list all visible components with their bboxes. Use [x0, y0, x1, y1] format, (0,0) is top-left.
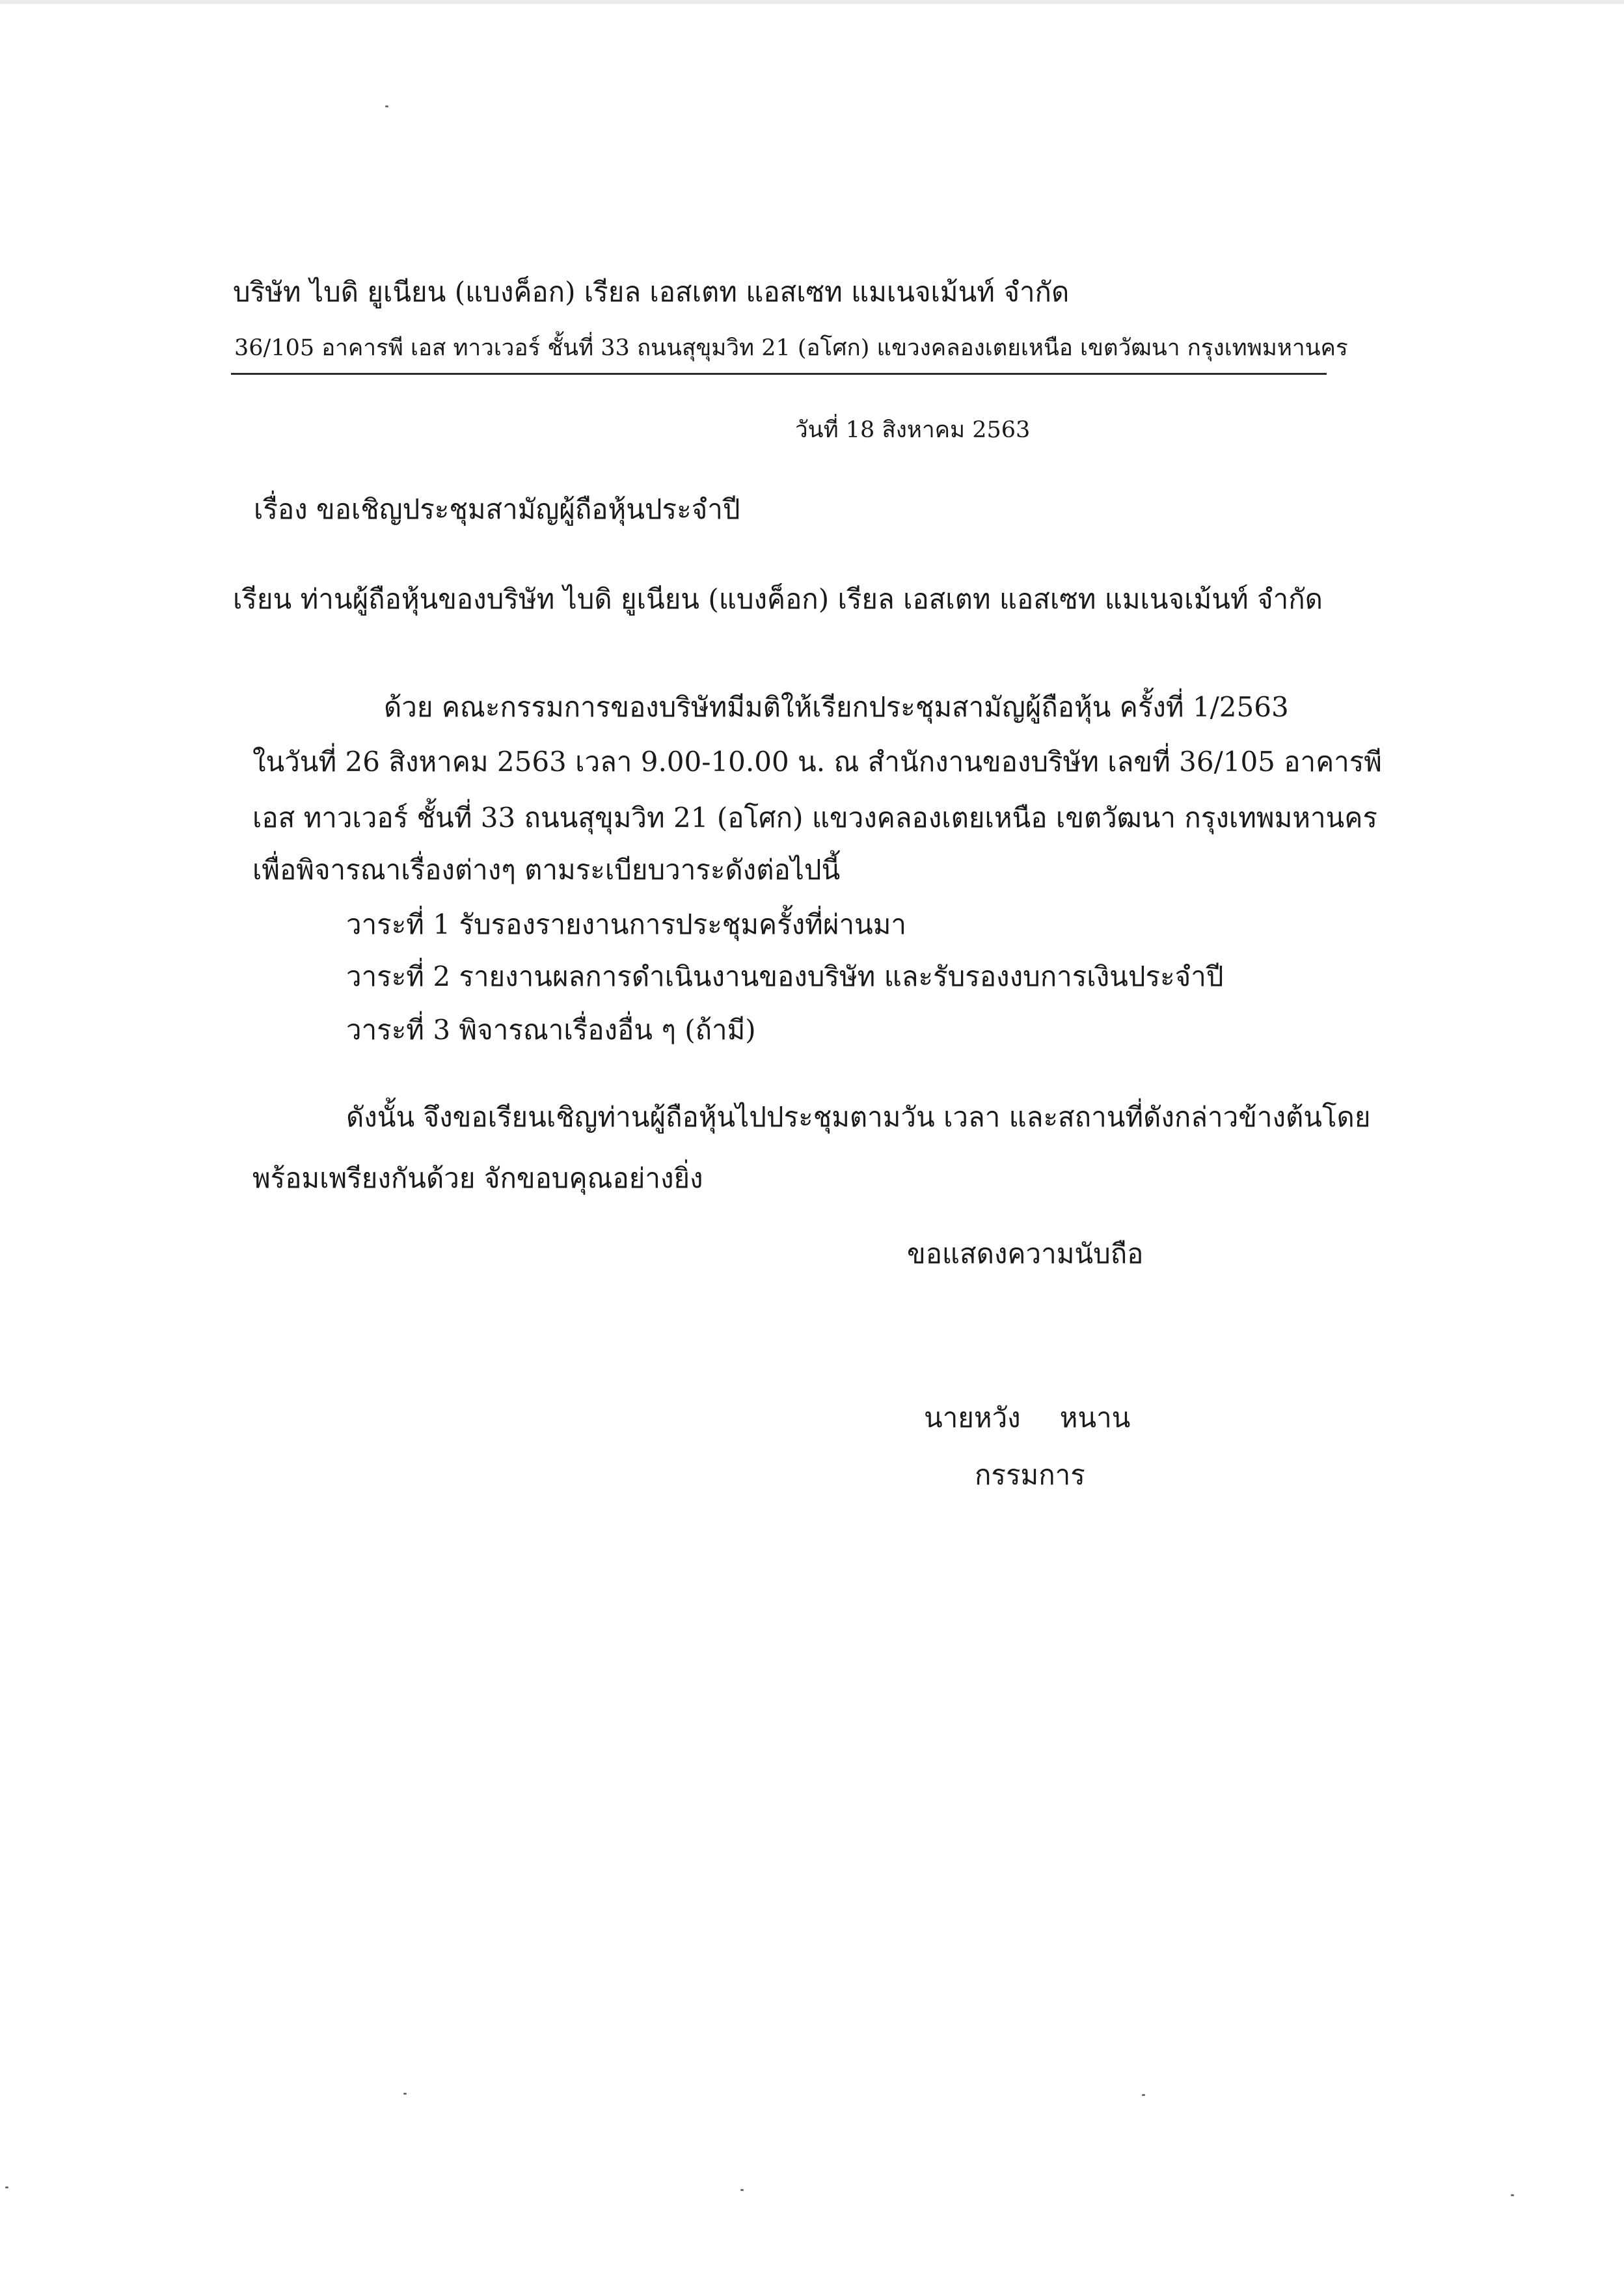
scan-speck: [403, 2093, 407, 2095]
body-closing-line-1: ดังนั้น จึงขอเรียนเชิญท่านผู้ถือหุ้นไปประชุมตามวัน เวลา และสถานที่ดังกล่าวข้างต้นโดย: [346, 1101, 1371, 1133]
body-intro-line-2: ในวันที่ 26 สิงหาคม 2563 เวลา 9.00-10.00 น. ณ สำนักงานของบริษัท เลขที่ 36/105 อาคารพี: [252, 746, 1382, 778]
agenda-item-1: วาระที่ 1 รับรองรายงานการประชุมครั้งที่ผ่านมา: [346, 908, 907, 940]
agenda-item-2: วาระที่ 2 รายงานผลการดำเนินงานของบริษัท และรับรองงบการเงินประจำปี: [346, 960, 1224, 992]
agenda-item-3: วาระที่ 3 พิจารณาเรื่องอื่น ๆ (ถ้ามี): [346, 1014, 756, 1046]
company-name: บริษัท ไบดิ ยูเนียน (แบงค็อก) เรียล เอสเตท แอสเซท แมเนจเม้นท์ จำกัด: [233, 276, 1070, 308]
scan-page-edge: [0, 0, 1624, 4]
body-closing-line-2: พร้อมเพรียงกันด้วย จักขอบคุณอย่างยิ่ง: [252, 1162, 703, 1194]
scan-speck: [385, 105, 388, 107]
scan-speck: [5, 2186, 8, 2188]
body-intro-line-4: เพื่อพิจารณาเรื่องต่างๆ ตามระเบียบวาระดังต่อไปนี้: [252, 854, 841, 886]
company-address: 36/105 อาคารพี เอส ทาวเวอร์ ชั้นที่ 33 ถนนสุขุมวิท 21 (อโศก) แขวงคลองเตยเหนือ เขตวัฒนา กรุงเทพมหานคร: [234, 335, 1348, 361]
signatory-title: กรรมการ: [975, 1459, 1085, 1491]
body-intro-line-3: เอส ทาวเวอร์ ชั้นที่ 33 ถนนสุขุมวิท 21 (อโศก) แขวงคลองเตยเหนือ เขตวัฒนา กรุงเทพมหานคร: [252, 802, 1377, 834]
scan-speck: [1142, 2094, 1145, 2096]
letter-date: วันที่ 18 สิงหาคม 2563: [795, 417, 1031, 443]
letterhead-divider: [231, 373, 1327, 375]
closing-regards: ขอแสดงความนับถือ: [907, 1238, 1144, 1270]
signatory-name: [924, 1404, 1130, 1432]
scan-speck: [1511, 2194, 1514, 2196]
body-intro-line-1: ด้วย คณะกรรมการของบริษัทมีมติให้เรียกประชุมสามัญผู้ถือหุ้น ครั้งที่ 1/2563: [384, 691, 1289, 723]
signatory-last-name: หนาน: [1059, 1402, 1131, 1434]
letter-salutation: เรียน ท่านผู้ถือหุ้นของบริษัท ไบดิ ยูเนียน (แบงค็อก) เรียล เอสเตท แอสเซท แมเนจเม้นท์ จำกัด: [233, 583, 1323, 615]
scan-speck: [740, 2189, 744, 2191]
letter-subject: เรื่อง ขอเชิญประชุมสามัญผู้ถือหุ้นประจำปี: [254, 493, 740, 525]
signatory-first-name: นายหวัง: [924, 1402, 1021, 1434]
